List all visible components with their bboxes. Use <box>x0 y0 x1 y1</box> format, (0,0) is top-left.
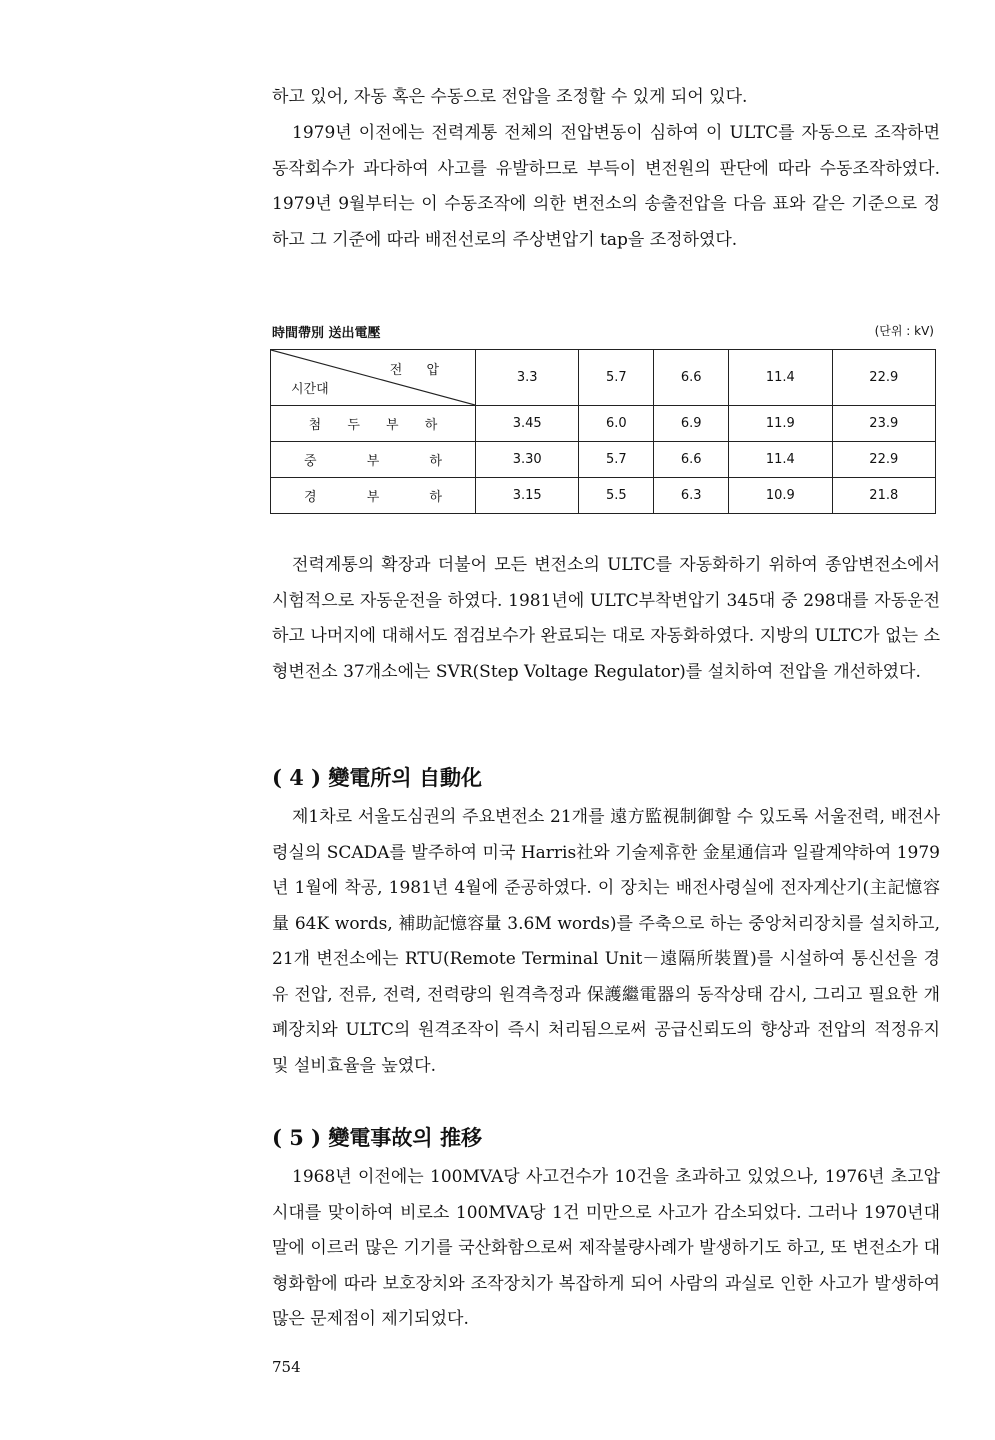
table-cell: 3.30 <box>476 442 579 478</box>
table-cell: 23.9 <box>832 406 935 442</box>
table-cell: 11.9 <box>729 406 832 442</box>
section-heading-accident-trend: ( 5 ) 變電事故의 推移 <box>272 1125 483 1150</box>
paragraph-voltage-adjust: 하고 있어, 자동 혹은 수동으로 전압을 조정할 수 있게 되어 있다. <box>272 87 748 107</box>
header-voltage-label: 전 압 <box>389 363 449 378</box>
row-label <box>271 478 476 514</box>
table-cell: 6.3 <box>654 478 729 514</box>
paragraph-scada: 제1차로 서울도심권의 주요변전소 21개를 遠方監視制御할 수 있도록 서울전력, 배전사령실의 SCADA를 발주하여 미국 Harris社와 기술제휴한 金星通信과 일괄계약하여 1979년 1월에 착공, 1981년 4월에 준공하였다. 이 장치는 배전사령실에 전자계산기(主記憶容量 64K words, 補助記憶容量 3.6M words)를 주축으로 하는 중앙처리장치를 설치하고, 21개 변전소에는 RTU(Remote Terminal Unit－遠隔所裝置)를 시설하여 통신선을 경유 전압, 전류, 전력, 전력량의 원격측정과 保護繼電器의 동작상태 감시, 그리고 필요한 개폐장치와 ULTC의 원격조작이 즉시 처리됨으로써 공급신뢰도의 향상과 전압의 적정유지 및 설비효율을 높였다. <box>272 807 940 1076</box>
table-cell: 6.9 <box>654 406 729 442</box>
table-row <box>271 442 936 478</box>
table-unit: (단위 : kV) <box>874 324 934 338</box>
paragraph-ultc-history: 1979년 이전에는 전력계통 전체의 전압변동이 심하여 이 ULTC를 자동으로 조작하면 동작회수가 과다하여 사고를 유발하므로 부득이 변전원의 판단에 따라 수동조작하였다. 1979년 9월부터는 이 수동조작에 의한 변전소의 송출전압을 다음 표와 같은 기준으로 정하고 그 기준에 따라 배전선로의 주상변압기 tap을 조정하였다. <box>272 123 940 250</box>
column-header: 5.7 <box>579 350 654 406</box>
section-heading-substation-automation: ( 4 ) 變電所의 自動化 <box>272 765 483 790</box>
row-label <box>271 442 476 478</box>
table-title: 時間帶別 送出電壓 <box>272 326 381 341</box>
table-header-row <box>271 350 936 406</box>
table-row <box>271 406 936 442</box>
table-cell: 10.9 <box>729 478 832 514</box>
table-cell: 11.4 <box>729 442 832 478</box>
column-header: 3.3 <box>476 350 579 406</box>
row-label-text: 중 부 하 <box>304 454 442 469</box>
page-number: 754 <box>272 1358 301 1376</box>
table-cell: 22.9 <box>832 442 935 478</box>
table-cell: 5.5 <box>579 478 654 514</box>
table-cell: 21.8 <box>832 478 935 514</box>
table-cell: 6.6 <box>654 442 729 478</box>
table-cell: 5.7 <box>579 442 654 478</box>
paragraph-ultc-automation: 전력계통의 확장과 더불어 모든 변전소의 ULTC를 자동화하기 위하여 종암변전소에서 시험적으로 자동운전을 하였다. 1981년에 ULTC부착변압기 345대 중 298대를 자동운전하고 나머지에 대해서도 점검보수가 완료되는 대로 자동화하였다. 지방의 ULTC가 없는 소형변전소 37개소에는 SVR(Step Voltage Regulator)를 설치하여 전압을 개선하였다. <box>272 555 940 682</box>
table-row <box>271 478 936 514</box>
row-label-text: 첨 두 부 하 <box>308 418 438 433</box>
column-header: 6.6 <box>654 350 729 406</box>
diagonal-header-cell <box>271 350 476 406</box>
paragraph-accidents: 1968년 이전에는 100MVA당 사고건수가 10건을 초과하고 있었으나, 1976년 초고압시대를 맞이하여 비로소 100MVA당 1건 미만으로 사고가 감소되었다. 그러나 1970년대말에 이르러 많은 기기를 국산화함으로써 제작불량사례가 발생하기도 하고, 또 변전소가 대형화함에 따라 보호장치와 조작장치가 복잡하게 되어 사람의 과실로 인한 사고가 발생하여 많은 문제점이 제기되었다. <box>272 1167 940 1329</box>
table-cell: 3.15 <box>476 478 579 514</box>
table-cell: 3.45 <box>476 406 579 442</box>
column-header: 22.9 <box>832 350 935 406</box>
header-timeband-label: 시간대 <box>291 382 329 397</box>
row-label <box>271 406 476 442</box>
row-label-text: 경 부 하 <box>304 490 442 505</box>
column-header: 11.4 <box>729 350 832 406</box>
voltage-table <box>270 349 936 514</box>
table-cell: 6.0 <box>579 406 654 442</box>
table-caption <box>272 322 934 341</box>
